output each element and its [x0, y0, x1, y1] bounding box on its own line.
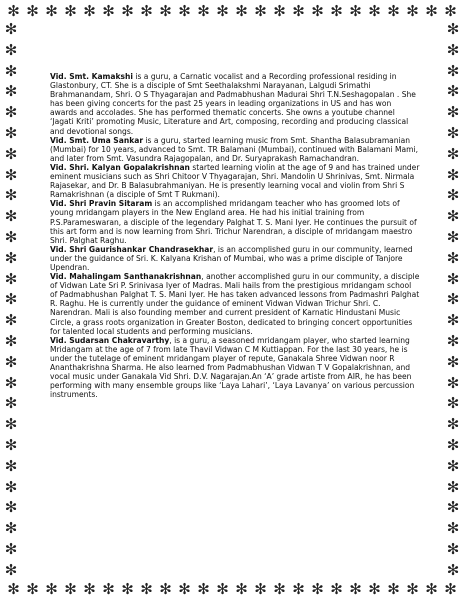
asterisk-flower-icon: ✻	[121, 580, 134, 598]
bio-text: is an accomplished mridangam teacher who has groomed lots of young mridangam players in the New England area. He had his initial training from P.S.Parameswaran, a disciple of the legendary Palghat T. S. Mani Iyer. He continues the pursuit of this art form and is now learning from Shri. Trichur Narendran, a disciple of mridangam maestro Shri. Palghat Raghu.	[50, 199, 417, 245]
asterisk-flower-icon: ✻	[4, 186, 18, 205]
asterisk-flower-icon: ✻	[425, 580, 438, 598]
asterisk-flower-icon: ✻	[4, 311, 18, 330]
asterisk-flower-icon: ✻	[349, 580, 362, 598]
asterisk-flower-icon: ✻	[292, 2, 305, 20]
asterisk-flower-icon: ✻	[159, 580, 172, 598]
asterisk-flower-icon: ✻	[45, 2, 58, 20]
asterisk-flower-icon: ✻	[446, 227, 460, 246]
asterisk-flower-icon: ✻	[292, 580, 305, 598]
asterisk-flower-icon: ✻	[4, 82, 18, 101]
asterisk-flower-icon: ✻	[121, 2, 134, 20]
asterisk-flower-icon: ✻	[140, 580, 153, 598]
asterisk-flower-icon: ✻	[446, 123, 460, 142]
bio-name: Vid. Sudarsan Chakravarthy	[50, 335, 170, 345]
asterisk-flower-icon: ✻	[311, 2, 324, 20]
bio-paragraph	[50, 136, 420, 163]
asterisk-flower-icon: ✻	[446, 435, 460, 454]
bio-paragraph	[50, 245, 420, 272]
asterisk-flower-icon: ✻	[4, 519, 18, 538]
asterisk-flower-icon: ✻	[4, 415, 18, 434]
asterisk-flower-icon: ✻	[4, 20, 18, 38]
asterisk-flower-icon: ✻	[235, 580, 248, 598]
bio-text: , is a guru, a seasoned mridangam player, who started learning Mridangam at the age of 7 from late Thavil Vidwan C M Kuttiappan. For the last 30 years, he is under the tutelage of eminent mridangam player of repute, Ganakala Shree Vidwan noor R Ananthakrishna Sharma. He also learned from Padmabhushan Vidwan T V Gopalakrishnan, and vocal music under Ganakala Vid Shri. D.V. Nagarajan.An ‘A’ grade artiste from AIR, he has been performing with many ensemble groups like ‘Laya Lahari’, ‘Laya Lavanya’ on various percussion instruments.	[50, 335, 415, 400]
bottom-border	[0, 578, 464, 600]
asterisk-flower-icon: ✻	[368, 580, 381, 598]
asterisk-flower-icon: ✻	[311, 580, 324, 598]
asterisk-flower-icon: ✻	[216, 580, 229, 598]
asterisk-flower-icon: ✻	[7, 580, 20, 598]
asterisk-flower-icon: ✻	[102, 2, 115, 20]
asterisk-flower-icon: ✻	[4, 103, 18, 122]
asterisk-flower-icon: ✻	[446, 186, 460, 205]
asterisk-flower-icon: ✻	[26, 580, 39, 598]
asterisk-flower-icon: ✻	[4, 539, 18, 558]
asterisk-flower-icon: ✻	[64, 580, 77, 598]
asterisk-flower-icon: ✻	[45, 580, 58, 598]
asterisk-flower-icon: ✻	[330, 580, 343, 598]
left-border	[0, 22, 22, 578]
asterisk-flower-icon: ✻	[216, 2, 229, 20]
asterisk-flower-icon: ✻	[4, 435, 18, 454]
bio-name: Vid. Shri Gaurishankar Chandrasekhar	[50, 244, 214, 254]
asterisk-flower-icon: ✻	[140, 2, 153, 20]
asterisk-flower-icon: ✻	[446, 20, 460, 38]
asterisk-flower-icon: ✻	[235, 2, 248, 20]
bio-list	[50, 72, 420, 399]
asterisk-flower-icon: ✻	[446, 103, 460, 122]
asterisk-flower-icon: ✻	[4, 123, 18, 142]
asterisk-flower-icon: ✻	[446, 352, 460, 371]
asterisk-flower-icon: ✻	[444, 580, 457, 598]
asterisk-flower-icon: ✻	[4, 207, 18, 226]
asterisk-flower-icon: ✻	[387, 2, 400, 20]
top-border	[0, 0, 464, 22]
asterisk-flower-icon: ✻	[254, 580, 267, 598]
asterisk-flower-icon: ✻	[4, 144, 18, 163]
asterisk-flower-icon: ✻	[446, 498, 460, 517]
asterisk-flower-icon: ✻	[406, 2, 419, 20]
asterisk-flower-icon: ✻	[4, 456, 18, 475]
asterisk-flower-icon: ✻	[387, 580, 400, 598]
asterisk-flower-icon: ✻	[102, 580, 115, 598]
asterisk-flower-icon: ✻	[254, 2, 267, 20]
asterisk-flower-icon: ✻	[197, 580, 210, 598]
bio-paragraph	[50, 336, 420, 400]
bio-paragraph	[50, 272, 420, 336]
asterisk-flower-icon: ✻	[4, 248, 18, 267]
asterisk-flower-icon: ✻	[446, 394, 460, 413]
asterisk-flower-icon: ✻	[4, 227, 18, 246]
asterisk-flower-icon: ✻	[446, 82, 460, 101]
asterisk-flower-icon: ✻	[4, 394, 18, 413]
bio-name: Vid. Shri Pravin Sitaram	[50, 199, 153, 209]
asterisk-flower-icon: ✻	[446, 165, 460, 184]
asterisk-flower-icon: ✻	[446, 290, 460, 309]
asterisk-flower-icon: ✻	[446, 373, 460, 392]
asterisk-flower-icon: ✻	[159, 2, 172, 20]
asterisk-flower-icon: ✻	[4, 40, 18, 59]
asterisk-flower-icon: ✻	[4, 560, 18, 579]
asterisk-flower-icon: ✻	[446, 248, 460, 267]
asterisk-flower-icon: ✻	[446, 61, 460, 80]
asterisk-flower-icon: ✻	[273, 2, 286, 20]
asterisk-flower-icon: ✻	[368, 2, 381, 20]
asterisk-flower-icon: ✻	[4, 498, 18, 517]
asterisk-flower-icon: ✻	[4, 61, 18, 80]
asterisk-flower-icon: ✻	[446, 144, 460, 163]
asterisk-flower-icon: ✻	[178, 580, 191, 598]
bio-paragraph	[50, 163, 420, 199]
bio-text: started learning violin at the age of 9 and has trained under eminent musicians such as Shri Chitoor V Thyagarajan, Shri. Mandolin U Shrinivas, Smt. Nirmala Rajasekar, and Dr. B Balasubrahmaniyan. He is presently learning vocal and violin from Shri S Ramakrishnan (a disciple of Smt T Rukmani).	[50, 162, 420, 200]
bio-name: Vid. Mahalingam Santhanakrishnan	[50, 272, 202, 282]
asterisk-flower-icon: ✻	[349, 2, 362, 20]
asterisk-flower-icon: ✻	[446, 269, 460, 288]
asterisk-flower-icon: ✻	[4, 331, 18, 350]
asterisk-flower-icon: ✻	[83, 580, 96, 598]
right-border	[442, 22, 464, 578]
asterisk-flower-icon: ✻	[4, 165, 18, 184]
asterisk-flower-icon: ✻	[425, 2, 438, 20]
bio-paragraph	[50, 72, 420, 136]
asterisk-flower-icon: ✻	[7, 2, 20, 20]
asterisk-flower-icon: ✻	[4, 352, 18, 371]
asterisk-flower-icon: ✻	[197, 2, 210, 20]
asterisk-flower-icon: ✻	[406, 580, 419, 598]
bio-text: , another accomplished guru in our community, a disciple of Vidwan Late Sri P. Srinivasa Iyer of Madras. Mali hails from the prestigious mridangam school of Padmabhushan Palghat T. S. Mani Iyer. He has taken advanced lessons from Padmashri Palghat R. Raghu. He is currently under the guidance of eminent Vidwan Vidwan Trichur Shri. C. Narendran. Mali is also founding member and current president of Karnatic Hindustani Music Circle, a grass roots organization in Greater Boston, dedicated to bringing concert opportunities for talented local students and performing musicians.	[50, 272, 420, 336]
asterisk-flower-icon: ✻	[446, 456, 460, 475]
asterisk-flower-icon: ✻	[4, 290, 18, 309]
asterisk-flower-icon: ✻	[330, 2, 343, 20]
bio-text: is a guru, a Carnatic vocalist and a Recording professional residing in Glastonbury, CT. She is a disciple of Smt Seethalakshmi Narayanan, Lalgudi Srimathi Brahmanandam, Shri. O S Thyagarajan and Padmabhushan Madurai Shri T.N.Seshagopalan . She has been giving concerts for the past 25 years in leading organizations in US and has won awards and accolades. She has performed thematic concerts. She owns a youtube channel ‘Jagati Kriti’ promoting Music, Literature and Art, composing, recording and producing classical and devotional songs.	[50, 72, 416, 136]
asterisk-flower-icon: ✻	[64, 2, 77, 20]
asterisk-flower-icon: ✻	[273, 580, 286, 598]
asterisk-flower-icon: ✻	[4, 477, 18, 496]
bio-text: , is an accomplished guru in our community, learned under the guidance of Sri. K. Kalyana Krishan of Mumbai, who was a prime disciple of Tanjore Upendran.	[50, 244, 413, 272]
asterisk-flower-icon: ✻	[446, 560, 460, 579]
asterisk-flower-icon: ✻	[446, 415, 460, 434]
bio-name: Vid. Smt. Kamakshi	[50, 72, 133, 81]
asterisk-flower-icon: ✻	[446, 539, 460, 558]
bio-text: is a guru, started learning music from Smt. Shantha Balasubramanian (Mumbai) for 10 years, advanced to Smt. TR Balamani (Mumbai), continued with Balamani Mami, and later from Smt. Vasundra Rajagopalan, and Dr. Suryaprakash Ramachandran.	[50, 135, 418, 163]
asterisk-flower-icon: ✻	[446, 40, 460, 59]
asterisk-flower-icon: ✻	[83, 2, 96, 20]
bio-paragraph	[50, 199, 420, 244]
asterisk-flower-icon: ✻	[26, 2, 39, 20]
asterisk-flower-icon: ✻	[446, 207, 460, 226]
asterisk-flower-icon: ✻	[446, 477, 460, 496]
bio-name: Vid. Shri. Kalyan Gopalakrishnan	[50, 162, 190, 172]
asterisk-flower-icon: ✻	[446, 331, 460, 350]
bio-name: Vid. Smt. Uma Sankar	[50, 135, 144, 145]
asterisk-flower-icon: ✻	[446, 519, 460, 538]
asterisk-flower-icon: ✻	[4, 373, 18, 392]
asterisk-flower-icon: ✻	[178, 2, 191, 20]
asterisk-flower-icon: ✻	[446, 311, 460, 330]
asterisk-flower-icon: ✻	[4, 269, 18, 288]
asterisk-flower-icon: ✻	[444, 2, 457, 20]
